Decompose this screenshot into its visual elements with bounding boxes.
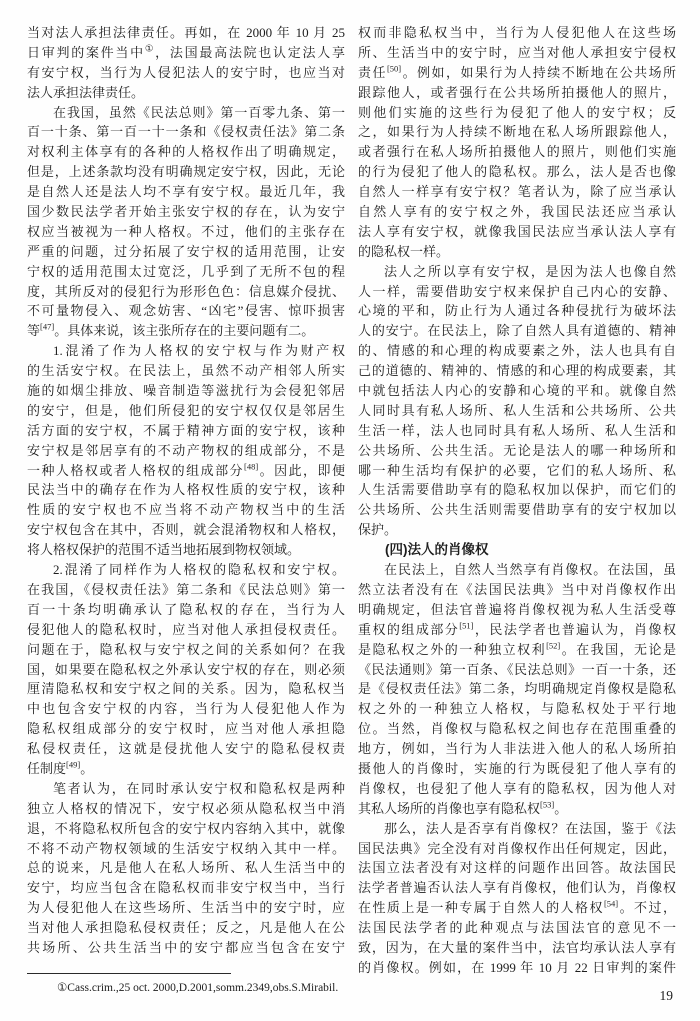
text-line: 则他们实施的这些行为侵犯了他人的安宁权；反 <box>358 104 676 120</box>
text-line: 等[47]。具体来说，该主张所存在的主要问题有二。 <box>27 322 315 339</box>
text-line: 总的说来，凡是他人在私人场所、私人生活当中的 <box>27 860 345 876</box>
text-line: 为人侵犯他人在这些场所、生活当中的安宁时，应 <box>27 900 345 916</box>
page-number: 19 <box>659 988 673 1003</box>
right-column <box>358 23 676 978</box>
footnote-divider <box>27 973 231 974</box>
text-line: 的隐私权一样。 <box>358 243 450 259</box>
left-column <box>27 23 345 958</box>
text-line: 私侵权责任，这就是侵扰他人安宁的隐私侵权责 <box>27 741 345 757</box>
text-line: 然立法者没有在《法国民法典》当中对肖像权作出 <box>358 581 676 597</box>
text-line: 活方面的安宁权，不属于精神方面的安宁权，该种 <box>27 422 345 438</box>
text-line: 哪一种生活均有保护的必要，它们的私人场所、私 <box>358 462 676 478</box>
text-line: 在我国，虽然《民法总则》第一百零九条、第一 <box>53 104 345 120</box>
text-line: 宁权的适用范围太过宽泛，几乎到了无所不包的程 <box>27 263 345 279</box>
text-line: 肖像权，也侵犯了他人享有的隐私权，因为他人对 <box>358 780 676 796</box>
text-line: 权而非隐私权当中，当行为人侵犯他人在这些场 <box>358 25 676 40</box>
text-line: 民法当中的确存在作为人格权性质的安宁权，该种 <box>27 482 345 498</box>
text-line: 对权利主体享有的各种的人格权作出了明确规定， <box>27 144 345 160</box>
text-line: 在我国，《侵权责任法》第二条和《民法总则》第一 <box>27 581 345 597</box>
text-line: 的肖像权。例如，在 1999 年 10 月 22 日审判的案件 <box>358 959 676 975</box>
text-line: 笔者认为，在同时承认安宁权和隐私权是两种 <box>53 780 345 796</box>
text-line: 有安宁权，当行为人侵犯法人的安宁时，也应当对 <box>27 64 345 80</box>
text-line: 心境的平和，防止行为人通过各种侵扰行为破坏法 <box>358 303 676 319</box>
text-line: 度，其所反对的侵犯行为形形色色：信息媒介侵扰、 <box>27 283 345 299</box>
text-line: 国少数民法学者开始主张安宁权的存在，认为安宁 <box>27 204 345 220</box>
footnote-ref: [53] <box>540 799 555 810</box>
text-line: 当对法人承担法律责任。再如，在 2000 年 10 月 25 <box>27 25 345 40</box>
text-line: 权之外的一种独立人格权，与隐私权处于平行地 <box>358 701 676 717</box>
text-line: 之，如果行为人持续不断地在私人场所跟踪他人， <box>358 124 676 140</box>
text-line: 退，不将隐私权所包含的安宁权内容纳入其中，就像 <box>27 820 345 836</box>
text-line: 是自然人还是法人均不享有安宁权。最近几年，我 <box>27 184 345 200</box>
text-line: 自然人一样享有安宁权？笔者认为，除了应当承认 <box>358 184 676 200</box>
text-line: 百一十条均明确承认了隐私权的存在，当行为人 <box>27 601 345 617</box>
text-line: 日审判的案件当中①，法国最高法院也认定法人享 <box>27 44 345 60</box>
footnote-ref: [49] <box>66 759 81 770</box>
text-line: 在性质上是一种专属于自然人的人格权[54]。不过， <box>358 898 676 916</box>
text-line: 独立人格权的情况下，安宁权必须从隐私权当中消 <box>27 800 345 816</box>
text-line: 一种人格权或者人格权的组成部分[48]。因此，即便 <box>27 461 345 478</box>
text-line: 跟踪他人，或者强行在公共场所拍摄他人的照片， <box>358 84 676 100</box>
text-line: 百一十条、第一百一十一条和《侵权责任法》第二条 <box>27 124 345 140</box>
text-line: 致，因为，在大量的案件当中，法官均承认法人享有 <box>358 939 676 955</box>
text-line: 性质的安宁权也不应当将不动产物权当中的生活 <box>27 502 345 518</box>
text-line: 生活一样，法人也同时具有私人场所、私人生活和 <box>358 422 676 438</box>
text-line: 侵犯他人的隐私权时，应当对他人承担侵权责任。 <box>27 621 345 637</box>
footnote-ref: [54] <box>603 898 619 909</box>
text-line: 法国民法学者的此种观点与法国法官的意见不一 <box>358 920 676 936</box>
text-line: 但是，上述条款均没有明确规定安宁权，因此，无论 <box>27 164 345 180</box>
text-line: 人的安宁。在民法上，除了自然人具有道德的、精神 <box>358 323 676 339</box>
text-line: (四)法人的肖像权 <box>385 542 489 558</box>
text-line: 隐私权组成部分的安宁权时，应当对他人承担隐 <box>27 721 345 737</box>
text-line: 中也包含安宁权的内容，当行为人侵犯他人作为 <box>27 701 345 717</box>
footnote-ref: [51] <box>459 620 474 631</box>
text-line: 2.混淆了同样作为人格权的隐私权和安宁权。 <box>53 562 345 578</box>
text-line: 1.混淆了作为人格权的安宁权与作为财产权 <box>53 343 345 359</box>
footnote-ref: [52] <box>546 640 561 651</box>
text-line: 公共场所、公共生活则需要借助享有的安宁权加以 <box>358 502 676 518</box>
text-line: 公共场所、公共生活。无论是法人的哪一种场所和 <box>358 442 676 458</box>
footnote-ref: [47] <box>40 322 55 333</box>
text-line: 法国立法者没有对这样的问题作出回答。故法国民 <box>358 860 676 876</box>
text-line: 任制度[49]。 <box>27 759 94 776</box>
text-line: 安宁权是邻居享有的不动产物权的组成部分，不是 <box>27 442 345 458</box>
text-line: 厘清隐私权和安宁权之间的关系。因为，隐私权当 <box>27 681 345 697</box>
text-line: 位。当然，肖像权与隐私权之间也存在范围重叠的 <box>358 721 676 737</box>
text-line: 中就包括法人内心的安静和心境的平和。就像自然 <box>358 383 676 399</box>
text-line: 国民法典》完全没有对肖像权作出任何规定，因此， <box>358 840 676 856</box>
paragraph <box>358 560 676 819</box>
text-line: 施的如烟尘排放、噪音制造等滋扰行为会侵犯邻居 <box>27 383 345 399</box>
footnote-ref: [48] <box>244 461 259 472</box>
text-line: 人一样，需要借助安宁权来保护自己内心的安静、 <box>358 283 676 299</box>
text-line: 严重的问题，过分拓展了安宁权的适用范围，让安 <box>27 243 345 259</box>
text-line: 问题在于，隐私权与安宁权之间的关系如何？在我 <box>27 641 345 657</box>
text-line: 权应当被视为一种人格权。不过，他们的主张存在 <box>27 223 345 239</box>
paragraph <box>27 779 345 958</box>
paragraph <box>27 103 345 342</box>
footnote: ①Cass.crim.,25 oct. 2000,D.2001,somm.2349,obs.S.Mirabil. <box>57 982 339 994</box>
text-line: 那么，法人是否享有肖像权？在法国，鉴于《法 <box>384 820 676 836</box>
paragraph <box>358 23 676 262</box>
text-line: 是《侵权责任法》第二条，均明确规定肖像权是隐私 <box>358 681 676 697</box>
text-line: 摄他人的肖像时，实施的行为既侵犯了他人享有的 <box>358 760 676 776</box>
text-line: 其私人场所的肖像也享有隐私权[53]。 <box>358 799 568 816</box>
text-line: 的安宁，但是，他们所侵犯的安宁权仅仅是邻居生 <box>27 402 345 418</box>
text-line: 所、生活当中的安宁时，应当对他人承担安宁侵权 <box>358 44 676 60</box>
footnote-ref: [50] <box>386 63 402 74</box>
text-line: 重权的组成部分[51]，民法学者也普遍认为，肖像权 <box>358 620 676 637</box>
text-line: 的生活安宁权。在民法上，虽然不动产相邻人所实 <box>27 363 345 379</box>
text-line: 法学者普遍否认法人享有肖像权，他们认为，肖像权 <box>358 880 676 896</box>
text-line: 是隐私权之外的一种独立权利[52]。在我国，无论是 <box>358 640 676 657</box>
text-line: 人同时具有私人场所、私人生活和公共场所、公共 <box>358 402 676 418</box>
text-line: 法人之所以享有安宁权，是因为法人也像自然 <box>384 263 676 279</box>
text-line: 明确规定，但法官普遍将肖像权视为私人生活受尊 <box>358 601 676 617</box>
text-line: 安宁权包含在其中，否则，就会混淆物权和人格权， <box>27 522 345 538</box>
text-line: 人生活需要借助享有的隐私权加以保护，而它们的 <box>358 482 676 498</box>
text-line: 的、情感的和心理的构成要素之外，法人也具有自 <box>358 343 676 359</box>
text-line: 法人享有安宁权，就像我国民法应当承认法人享有 <box>358 223 676 239</box>
footnote-ref: ① <box>144 44 156 55</box>
paragraph <box>27 341 345 560</box>
section-heading <box>358 540 676 560</box>
text-line: 地方，例如，当行为人非法进入他人的私人场所拍 <box>358 741 676 757</box>
paragraph <box>358 819 676 978</box>
text-line: 共场所、公共生活当中的安宁都应当包含在安宁 <box>27 939 345 955</box>
text-line: 或者强行在私人场所拍摄他人的照片，则他们实施 <box>358 144 676 160</box>
text-line: 法人承担法律责任。 <box>27 84 145 100</box>
paragraph <box>358 262 676 540</box>
text-line: 当对他人承担隐私侵权责任；反之，凡是他人在公 <box>27 920 345 936</box>
paragraph <box>27 23 345 103</box>
text-line: 自然人享有的安宁权之外，我国民法还应当承认 <box>358 204 676 220</box>
text-line: 将人格权保护的范围不适当地拓展到物权领域。 <box>27 542 301 558</box>
text-line: 《民法通则》第一百条、《民法总则》一百一十条，还 <box>358 661 676 677</box>
text-line: 不将不动产物权领域的生活安宁权纳入其中一样。 <box>27 840 345 856</box>
text-line: 安宁，均应当包含在隐私权而非安宁权当中，当行 <box>27 880 345 896</box>
text-line: 在民法上，自然人当然享有肖像权。在法国，虽 <box>384 562 676 578</box>
text-line: 的行为侵犯了他人的隐私权。那么，法人是否也像 <box>358 164 676 180</box>
paragraph <box>27 560 345 779</box>
text-line: 保护。 <box>358 522 398 538</box>
text-line: 责任[50]。例如，如果行为人持续不断地在公共场所 <box>358 63 676 80</box>
text-line: 国，如果要在隐私权之外承认安宁权的存在，则必须 <box>27 661 345 677</box>
text-line: 不可量物侵入、观念妨害、“凶宅”侵害、惊吓损害 <box>27 303 345 319</box>
text-line: 己的道德的、精神的、情感的和心理的构成要素，其 <box>358 363 676 379</box>
